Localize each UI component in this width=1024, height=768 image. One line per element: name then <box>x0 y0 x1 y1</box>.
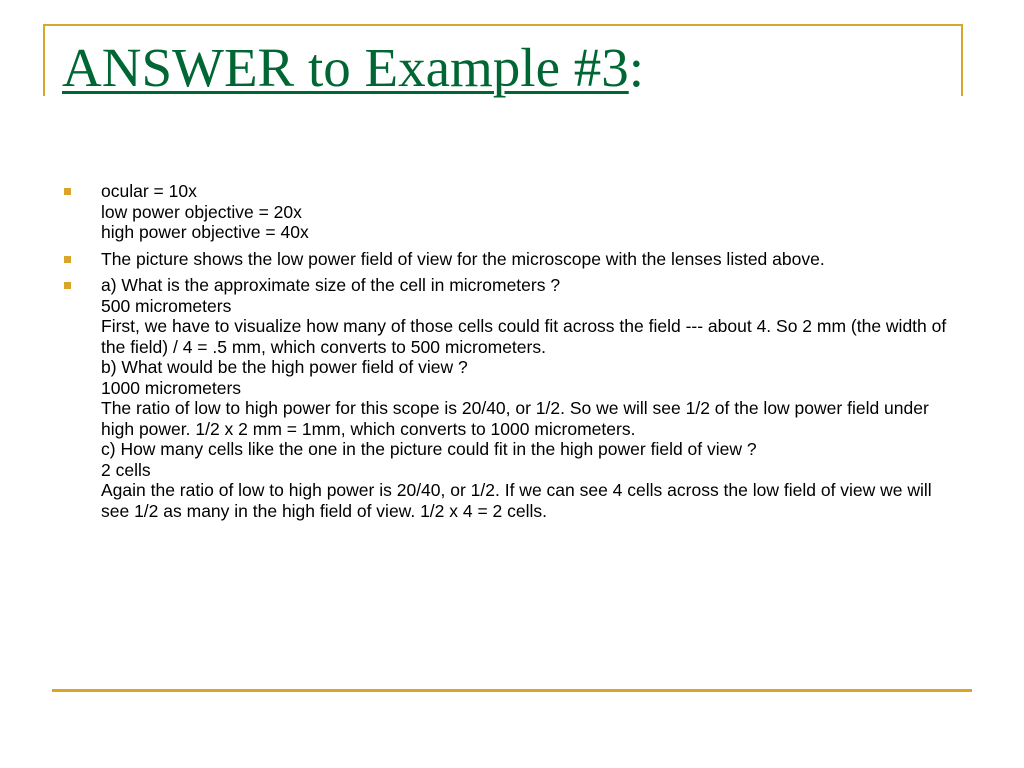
bullet-line: ocular = 10x <box>101 181 197 201</box>
bullet-line: low power objective = 20x <box>101 201 302 222</box>
explanation-a: First, we have to visualize how many of those cells could fit across the field --- about 4. So 2 mm (the width of the field) / 4 = .5 mm, which converts to 500 micrometers. <box>101 316 947 357</box>
frame-right-rule <box>961 24 963 96</box>
answer-b: 1000 micrometers <box>101 377 242 398</box>
explanation-b: The ratio of low to high power for this scope is 20/40, or 1/2. So we will see 1/2 of the low power field under high power. 1/2 x 2 mm = 1mm, which converts to 1000 micrometers. <box>101 398 929 439</box>
bullet-line: high power objective = 40x <box>101 222 309 242</box>
square-bullet-icon <box>64 256 71 263</box>
answer-a: 500 micrometers <box>101 295 232 316</box>
question-b: b) What would be the high power field of view ? <box>101 357 468 377</box>
bullet-list <box>62 181 962 527</box>
bullet-item-questions <box>62 275 962 521</box>
slide-title-link[interactable]: ANSWER to Example #3 <box>62 37 629 98</box>
slide-title-colon: : <box>628 37 645 98</box>
bullet-item-lenses <box>62 181 962 243</box>
frame-top-rule <box>43 24 963 26</box>
explanation-c: Again the ratio of low to high power is 20/40, or 1/2. If we can see 4 cells across the low field of view we will see 1/2 as many in the high field of view. 1/2 x 4 = 2 cells. <box>101 480 932 521</box>
frame-left-rule <box>43 24 45 96</box>
answer-c: 2 cells <box>101 459 151 480</box>
square-bullet-icon <box>64 282 71 289</box>
question-c: c) How many cells like the one in the picture could fit in the high power field of view ? <box>101 439 757 459</box>
bullet-line: The picture shows the low power field of view for the microscope with the lenses listed above. <box>101 248 825 269</box>
slide-title <box>62 36 644 99</box>
question-a: a) What is the approximate size of the cell in micrometers ? <box>101 275 561 295</box>
square-bullet-icon <box>64 188 71 195</box>
bullet-item-picture <box>62 249 962 270</box>
frame-bottom-rule <box>52 689 972 692</box>
